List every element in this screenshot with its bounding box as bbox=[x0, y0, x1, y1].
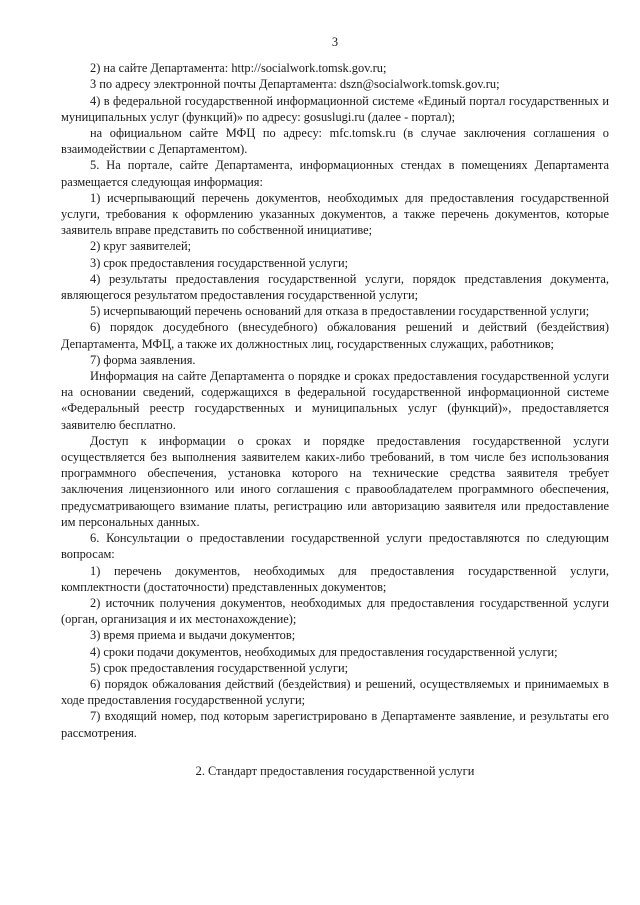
consult-item-term: 5) срок предоставления государственной услуги; bbox=[90, 660, 349, 675]
consult-item-appeal: 6) порядок обжалования действий (бездействия) и решений, осуществляемых и принимаемых в ходе предоставления государственной услуги; bbox=[61, 676, 609, 708]
list-item-documents: 1) исчерпывающий перечень документов, необходимых для предоставления государственной услуги, требования к оформлению указанных документов, а также перечень документов, которые заявитель вправе представить по собственной инициативе; bbox=[61, 190, 609, 238]
paragraph-website: 2) на сайте Департамента: http://socialwork.tomsk.gov.ru; bbox=[90, 61, 387, 76]
list-item-applicants: 2) круг заявителей; bbox=[90, 239, 192, 254]
section-heading: 2. Стандарт предоставления государственной услуги bbox=[195, 763, 475, 778]
consult-item-time: 3) время приема и выдачи документов; bbox=[90, 628, 296, 643]
consult-item-incoming-number: 7) входящий номер, под которым зарегистрировано в Департаменте заявление, и результаты его рассмотрения. bbox=[61, 709, 609, 740]
list-item-term: 3) срок предоставления государственной услуги; bbox=[90, 255, 349, 270]
consult-item-deadlines: 4) сроки подачи документов, необходимых для предоставления государственной услуги; bbox=[90, 644, 558, 659]
paragraph-section-6: 6. Консультации о предоставлении государственной услуги предоставляются по следующим вопросам: bbox=[61, 531, 609, 562]
list-item-application-form: 7) форма заявления. bbox=[90, 352, 196, 367]
list-item-refusal-grounds: 5) исчерпывающий перечень оснований для отказа в предоставлении государственной услуги; bbox=[90, 304, 590, 319]
consult-item-source: 2) источник получения документов, необходимых для предоставления государственной услуги (орган, организация и их местонахождение); bbox=[61, 595, 609, 627]
paragraph-mfc-site: на официальном сайте МФЦ по адресу: mfc.tomsk.ru (в случае заключения соглашения о взаимодействии с Департаментом). bbox=[61, 126, 609, 157]
paragraph-section-5: 5. На портале, сайте Департамента, информационных стендах в помещениях Департамента размещается следующая информация: bbox=[61, 158, 609, 189]
paragraph-access: Доступ к информации о сроках и порядке предоставления государственной услуги осуществляется без выполнения заявителем каких-либо требований, в том числе без использования программного обеспечения, установка которого на технические средства заявителя требует заключения лицензионного или иного соглашения с правообладателем программного обеспечения, предусматривающего взимание платы, регистрацию или авторизацию заявителя или предоставление им персональных данных. bbox=[61, 433, 609, 529]
list-item-results: 4) результаты предоставления государственной услуги, порядок представления документа, являющегося результатом предоставления государственной услуги; bbox=[61, 271, 609, 303]
list-item-appeal-procedure: 6) порядок досудебного (внесудебного) обжалования решений и действий (бездействия) Департамента, МФЦ, а также их должностных лиц, государственных служащих, работников; bbox=[61, 320, 609, 351]
document-page bbox=[61, 34, 609, 779]
consult-item-documents: 1) перечень документов, необходимых для предоставления государственной услуги, комплектности (достаточности) представленных документов; bbox=[61, 563, 609, 594]
page-number: 3 bbox=[331, 35, 339, 49]
paragraph-portal: 4) в федеральной государственной информационной системе «Единый портал государственных и муниципальных услуг (функций)» по адресу: gosuslugi.ru (далее - портал); bbox=[61, 93, 609, 124]
paragraph-free-information: Информация на сайте Департамента о порядке и сроках предоставления государственной услуги на основании сведений, содержащихся в федеральной государственной информационной системе «Федеральный реестр государственных и муниципальных услуг (функций)», предоставляется заявителю бесплатно. bbox=[61, 369, 609, 432]
paragraph-email: 3 по адресу электронной почты Департамента: dszn@socialwork.tomsk.gov.ru; bbox=[90, 77, 500, 92]
